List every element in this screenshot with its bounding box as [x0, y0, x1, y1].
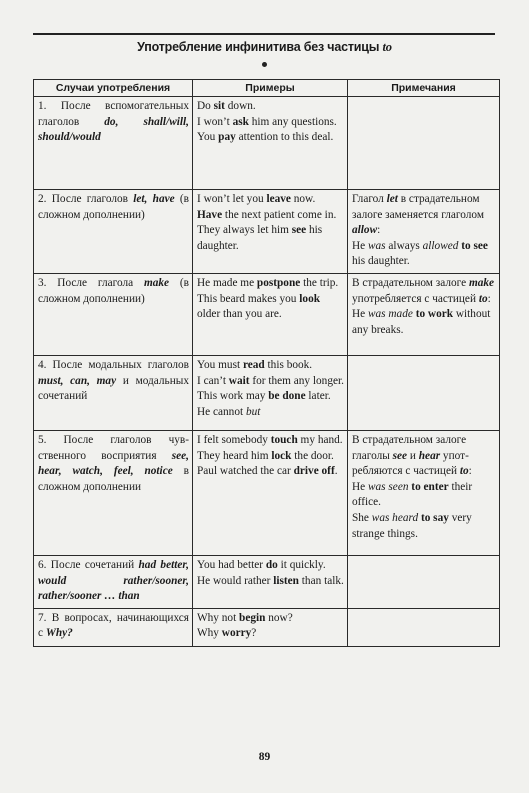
text-run: Why: [197, 627, 222, 640]
note-cell: [348, 430, 500, 555]
text-run: lock: [271, 449, 292, 462]
text-run: was heard: [371, 511, 419, 524]
emphasis-text: hear: [418, 449, 441, 462]
text-run: I can’t: [197, 374, 229, 387]
note-line: [352, 192, 496, 239]
text-run: Do: [197, 100, 214, 112]
top-rule: [33, 33, 495, 35]
text-run: allowed: [422, 239, 459, 252]
example-line: [197, 449, 344, 465]
emphasis-text: had better, would rather/sooner, rather/sooner … than: [38, 558, 189, 603]
text-run: в сложном дополнении: [38, 465, 189, 493]
text-run: You had better: [197, 558, 266, 571]
text-run: :: [377, 224, 381, 237]
table-row: [34, 430, 500, 555]
example-line: [197, 99, 344, 115]
text-run: read: [242, 358, 265, 371]
text-run: now?: [265, 611, 293, 624]
text-run: the trip.: [300, 276, 339, 289]
emphasis-text: to: [478, 292, 488, 305]
text-run: ask: [232, 115, 249, 128]
text-run: to say: [418, 511, 449, 524]
example-line: [197, 276, 344, 292]
text-run: [387, 193, 398, 205]
note-line: [352, 307, 496, 338]
note-line: [352, 480, 496, 511]
text-run: older than you are.: [197, 308, 282, 321]
note-cell: [348, 355, 500, 430]
note-line: [352, 511, 496, 542]
text-run: She: [352, 511, 372, 524]
text-run: употребляется с частицей: [352, 292, 479, 305]
emphasis-text: see, hear, watch, feel, notice: [38, 449, 189, 478]
text-run: 1. После вспомогательных глаголов: [38, 100, 189, 128]
text-run: worry: [221, 627, 252, 640]
text-run: He: [352, 239, 368, 252]
text-run: do: [265, 558, 278, 571]
emphasis-text: must, can, may: [38, 374, 117, 387]
text-run: :: [487, 292, 491, 305]
text-run: his daughter.: [197, 224, 323, 252]
text-run: ?: [251, 627, 257, 640]
text-run: for them any longer.: [249, 374, 344, 387]
text-run: be done: [268, 390, 306, 403]
text-run: (в сложном дополнении): [38, 276, 189, 305]
emphasis-text: do, shall/will, should/would: [38, 115, 189, 144]
note-cell: [348, 555, 500, 608]
case-cell: [34, 430, 193, 555]
emphasis-text: allow: [352, 224, 378, 237]
text-run: but: [245, 405, 261, 418]
example-line: [197, 464, 344, 480]
case-cell: [34, 608, 193, 646]
text-run: wait: [228, 374, 250, 387]
text-run: down.: [224, 100, 256, 112]
example-line: [197, 223, 344, 254]
emphasis-text: let, have: [133, 193, 175, 205]
text-run: was: [368, 239, 386, 252]
text-run: в страдательном залоге заменяется глаголом: [352, 193, 484, 221]
text-run: always: [385, 239, 423, 252]
table-row: [34, 608, 500, 646]
text-run: to work: [412, 308, 454, 321]
example-line: [197, 626, 344, 642]
example-line: [197, 130, 344, 146]
text-run: This work may: [197, 390, 269, 403]
usage-table: [33, 79, 500, 647]
page-number: 89: [258, 751, 271, 763]
table-row: [34, 97, 500, 190]
example-line: [197, 558, 344, 574]
example-line: [197, 405, 344, 421]
examples-cell: [193, 190, 348, 274]
text-run: was seen: [368, 480, 409, 493]
table-row: [34, 190, 500, 274]
example-line: [197, 433, 344, 449]
text-run: sit: [213, 100, 225, 112]
text-run: He cannot: [197, 405, 246, 418]
text-run: :: [468, 465, 472, 478]
text-run: Paul watched the car: [197, 465, 294, 478]
text-run: 3. После глагола: [38, 276, 144, 289]
case-cell: [34, 97, 193, 190]
table-body: [34, 97, 500, 647]
text-run: [469, 277, 494, 289]
text-run: very strange things.: [352, 511, 472, 540]
emphasis-text: to: [459, 465, 469, 478]
table-header-row: [34, 80, 500, 97]
text-run: He: [352, 480, 368, 493]
header-examples: Примеры: [193, 80, 348, 97]
text-run: see: [291, 224, 307, 237]
text-run: this book.: [264, 358, 313, 371]
text-run: the next patient come in.: [222, 208, 337, 221]
text-run: [352, 224, 377, 236]
text-run: [479, 293, 488, 305]
examples-cell: [193, 430, 348, 555]
table-row: [34, 355, 500, 430]
page-title: Употребление инфинитива без частицы to: [137, 40, 392, 54]
example-line: [197, 374, 344, 390]
examples-cell: [193, 555, 348, 608]
table-row: [34, 555, 500, 608]
text-run: to enter: [408, 480, 449, 493]
text-run: [133, 193, 174, 205]
text-run: You: [197, 131, 219, 144]
note-cell: [348, 273, 500, 355]
text-run: to: [458, 239, 471, 252]
text-run: later.: [305, 390, 331, 403]
text-run: He made me: [197, 276, 257, 289]
text-run: .: [334, 465, 338, 478]
text-run: [144, 277, 169, 289]
note-cell: [348, 190, 500, 274]
text-run: attention to this deal.: [235, 131, 334, 144]
text-run: now.: [290, 193, 316, 205]
text-run: They always let him: [197, 224, 292, 237]
examples-cell: [193, 355, 348, 430]
case-cell: [34, 555, 193, 608]
text-run: I won’t let you: [197, 193, 267, 205]
note-line: [352, 239, 496, 270]
text-run: Have: [197, 208, 223, 221]
text-run: (в сложном дополнении): [38, 193, 190, 221]
text-run: than talk.: [298, 574, 344, 587]
example-line: [197, 292, 344, 323]
emphasis-text: let: [386, 193, 398, 205]
text-run: В страдательном залоге: [352, 276, 469, 289]
emphasis-text: make: [143, 276, 170, 289]
text-run: 2. После глаголов: [38, 193, 134, 205]
note-cell: [348, 97, 500, 190]
text-run: [46, 627, 73, 639]
note-line: [352, 433, 496, 480]
text-run: the door.: [291, 449, 334, 462]
text-run: He would rather: [197, 574, 274, 587]
text-run: [38, 375, 116, 387]
text-run: postpone: [256, 276, 301, 289]
example-line: [197, 611, 344, 627]
text-run: В страдательном залоге глаголы: [352, 433, 467, 462]
text-run: [419, 450, 440, 462]
text-run: look: [299, 292, 320, 305]
text-run: I won’t: [197, 115, 233, 128]
text-run: I felt somebody: [197, 433, 271, 446]
text-run: drive off: [293, 465, 335, 478]
text-run: 4. После модальных глаголов: [38, 358, 189, 371]
case-cell: [34, 355, 193, 430]
examples-cell: [193, 273, 348, 355]
text-run: was made: [368, 308, 413, 321]
text-run: listen: [273, 574, 299, 587]
example-line: [197, 358, 344, 374]
case-cell: [34, 273, 193, 355]
text-run: This beard makes you: [197, 292, 300, 305]
text-run: without any breaks.: [352, 308, 491, 336]
example-line: [197, 208, 344, 224]
text-run: see: [470, 239, 488, 252]
text-run: 7. В вопросах, начинающихся с: [38, 611, 189, 640]
text-run: him any questions.: [248, 115, 337, 128]
text-run: his daughter.: [352, 255, 410, 268]
table-row: [34, 273, 500, 355]
text-run: my hand.: [297, 433, 343, 446]
text-run: Why not: [197, 611, 240, 624]
example-line: [197, 389, 344, 405]
emphasis-text: see: [392, 449, 408, 462]
text-run: 6. После сочетаний: [38, 558, 139, 571]
text-run: touch: [270, 433, 298, 446]
text-run: He: [352, 308, 368, 321]
text-run: 5. После глаголов чувственного восприятия: [38, 433, 189, 462]
text-run: употребляются с частицей: [352, 449, 469, 478]
examples-cell: [193, 608, 348, 646]
example-line: [197, 115, 344, 131]
text-run: pay: [218, 131, 236, 144]
text-run: leave: [266, 193, 291, 205]
case-cell: [34, 190, 193, 274]
text-run: begin: [239, 611, 266, 624]
note-cell: [348, 608, 500, 646]
text-run: They heard him: [197, 449, 272, 462]
example-line: [197, 574, 344, 590]
text-run: You must: [197, 358, 243, 371]
bullet-dot: [262, 62, 267, 67]
text-run: it quickly.: [277, 558, 326, 571]
text-run: [393, 450, 407, 462]
note-line: [352, 276, 496, 307]
text-run: и модальных сочетаний: [38, 374, 189, 403]
text-run: their office.: [352, 480, 473, 509]
emphasis-text: make: [468, 276, 495, 289]
examples-cell: [193, 97, 348, 190]
emphasis-text: Why?: [45, 627, 73, 640]
text-run: Глагол: [352, 193, 387, 205]
text-run: и: [407, 449, 419, 462]
header-cases: Случаи употребления: [34, 80, 193, 97]
header-notes: Примечания: [348, 80, 500, 97]
text-run: [460, 465, 469, 477]
example-line: [197, 192, 344, 208]
